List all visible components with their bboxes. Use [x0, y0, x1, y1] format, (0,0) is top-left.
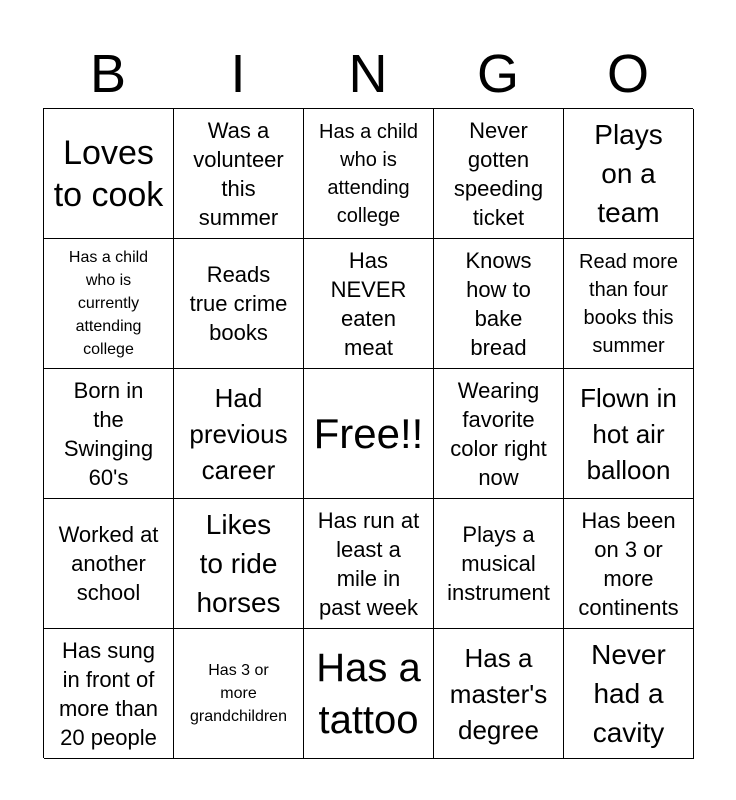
cell-text: Has a child who is attending college [319, 120, 418, 227]
cell-text: Likes to ride horses [196, 509, 281, 618]
cell-text: Wearing favorite color right now [450, 377, 547, 490]
cell-text: Has been on 3 or more continents [578, 507, 679, 620]
cell-text: Worked at another school [58, 522, 159, 605]
bingo-cell[interactable] [174, 109, 304, 239]
cell-text: Has a tattoo [316, 645, 421, 742]
bingo-cell[interactable] [44, 629, 174, 759]
bingo-cell[interactable] [434, 109, 564, 239]
cell-text: Knows how to bake bread [465, 247, 532, 360]
bingo-cell[interactable] [564, 629, 694, 759]
cell-text: Loves to cook [53, 133, 164, 214]
cell-text: Has run at least a mile in past week [317, 507, 420, 620]
cell-text: Never had a cavity [591, 639, 666, 748]
cell-text: Never gotten speeding ticket [453, 117, 544, 230]
bingo-cell[interactable] [564, 109, 694, 239]
cell-text: Born in the Swinging 60's [63, 377, 154, 490]
cell-text: Has 3 or more grandchildren [190, 662, 287, 725]
cell-text: Has a master's degree [449, 642, 548, 745]
bingo-cell[interactable] [304, 239, 434, 369]
bingo-cell[interactable] [174, 239, 304, 369]
bingo-cell[interactable] [174, 499, 304, 629]
bingo-cell[interactable] [564, 499, 694, 629]
free-space-text: Free!! [313, 409, 424, 457]
bingo-cell[interactable] [434, 629, 564, 759]
bingo-cell-free[interactable] [304, 369, 434, 499]
bingo-cell[interactable] [564, 239, 694, 369]
bingo-header [43, 40, 693, 108]
bingo-cell[interactable] [434, 239, 564, 369]
header-letter-o: O [606, 44, 649, 104]
header-letter-i: I [230, 44, 246, 104]
bingo-cell[interactable] [304, 109, 434, 239]
bingo-cell[interactable] [434, 499, 564, 629]
bingo-cell[interactable] [44, 369, 174, 499]
cell-text: Has a child who is currently attending college [68, 249, 149, 358]
bingo-cell[interactable] [44, 239, 174, 369]
bingo-cell[interactable] [174, 629, 304, 759]
bingo-cell[interactable] [44, 109, 174, 239]
bingo-cell[interactable] [564, 369, 694, 499]
header-letter-b: B [89, 44, 127, 104]
bingo-cell[interactable] [44, 499, 174, 629]
bingo-cell[interactable] [304, 499, 434, 629]
bingo-cell[interactable] [304, 629, 434, 759]
cell-text: Plays on a team [594, 119, 663, 228]
cell-text: Reads true crime books [189, 262, 288, 345]
header-letter-g: G [476, 44, 519, 104]
cell-text: Has sung in front of more than 20 people [58, 637, 159, 750]
cell-text: Was a volunteer this summer [193, 117, 284, 230]
cell-text: Had previous career [189, 382, 288, 485]
header-letter-n: N [348, 44, 388, 104]
cell-text: Read more than four books this summer [579, 250, 678, 357]
bingo-board [43, 108, 693, 758]
cell-text: Plays a musical instrument [447, 522, 550, 605]
cell-text: Flown in hot air balloon [580, 382, 677, 485]
bingo-cell[interactable] [434, 369, 564, 499]
cell-text: Has NEVER eaten meat [330, 247, 407, 360]
bingo-cell[interactable] [174, 369, 304, 499]
